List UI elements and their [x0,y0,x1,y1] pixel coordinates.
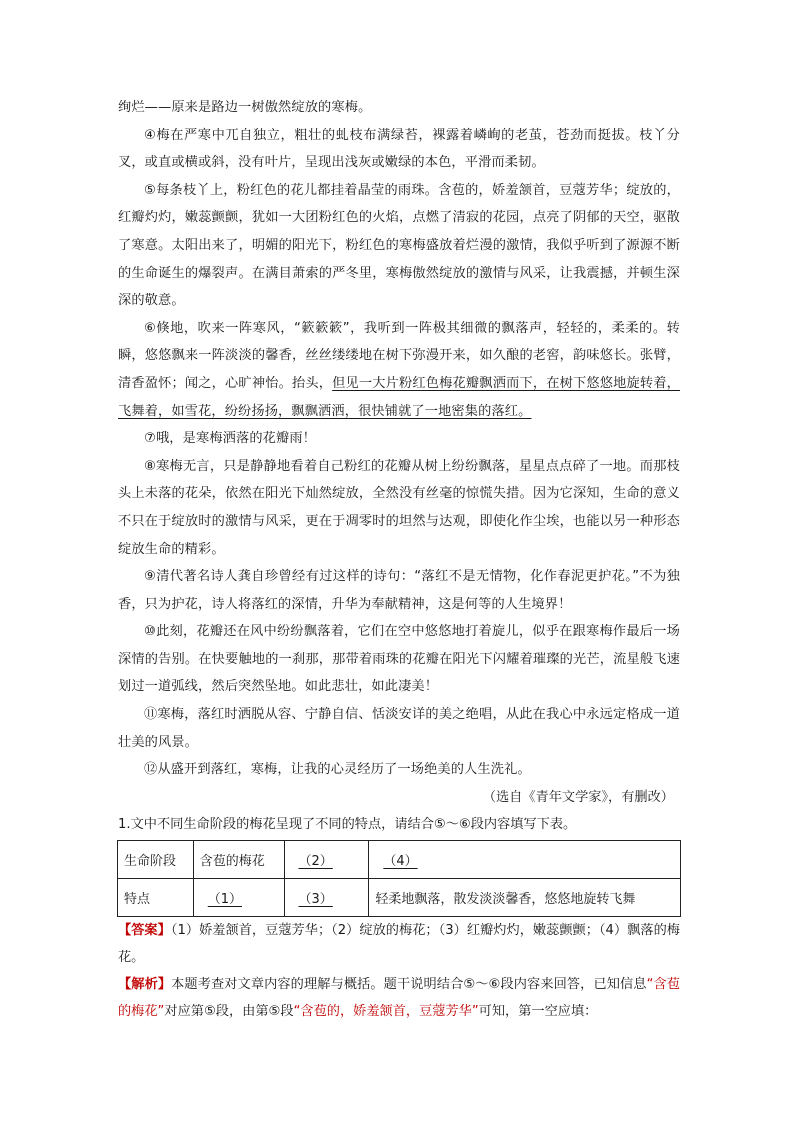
analysis-tag: 【解析】 [118,977,172,993]
paragraph-0: 绚烂——原来是路边一树傲然绽放的寒梅。 [118,100,372,115]
table-row [118,841,681,879]
table-cell: 轻柔地飘落，散发淡淡馨香，悠悠地旋转飞舞 [369,879,681,917]
analysis-quote-1: “含苞的梅花” [118,977,680,1020]
paragraph-8: ⑧寒梅无言，只是静静地看着自己粉红的花瓣从树上纷纷飘落，星星点点碎了一地。而那枝头上未落的花朵，依然在阳光下灿然绽放，全然没有丝毫的惊慌失措。因为它深知，生命的意义不只在于绽放时的激情与风采，更在于凋零时的坦然与达观，即使化作尘埃，也能以另一种形态绽放生命的精彩。 [118,458,680,557]
table-cell-blank [284,879,369,917]
paragraph-6-underlined: 但见一大片粉红色梅花瓣飘洒而下，在树下悠悠地旋转着，飞舞着，如雪花，纷纷扬扬，飘飘洒洒，很快铺就了一地密集的落红。 [118,375,680,419]
answer-tag: 【答案】 [118,923,171,939]
answer-block [118,917,680,971]
source-note: （选自《青年文学家》，有删改） [482,789,674,805]
table-cell-blank [369,841,681,879]
blank-2: （2） [298,854,333,870]
paragraph-9: ⑨清代著名诗人龚自珍曾经有过这样的诗句：“落红不是无情物，化作春泥更护花。”不为独香，只为护花，诗人将落红的深情，升华为奉献精神，这是何等的人生境界！ [118,569,680,612]
blank-3: （3） [298,892,333,908]
analysis-text-2: 对应第⑤段，由第⑤段 [164,1004,294,1020]
table-cell: 生命阶段 [118,841,194,879]
analysis-text-3: 可知，第一空应填： [478,1004,598,1020]
paragraph-5: ⑤每条枝丫上，粉红色的花儿都挂着晶莹的雨珠。含苞的，娇羞颔首，豆蔻芳华；绽放的，红瓣灼灼，嫩蕊颤颤，犹如一大团粉红色的火焰，点燃了清寂的花园，点亮了阴郁的天空，驱散了寒意。太阳出来了，明媚的阳光下，粉红色的寒梅盛放着烂漫的激情，我似乎听到了源源不断的生命诞生的爆裂声。在满目萧索的严冬里，寒梅傲然绽放的激情与风采，让我震撼，并顿生深深的敬意。 [118,182,680,309]
table-cell-blank [284,841,369,879]
answer-table [117,840,681,917]
answer-text: （1）娇羞颔首，豆蔻芳华；（2）绽放的梅花；（3）红瓣灼灼，嫩蕊颤颤；（4）飘落的梅花。 [118,923,680,966]
paragraph-7: ⑦哦，是寒梅洒落的花瓣雨！ [144,431,317,447]
paragraph-6 [118,315,680,425]
paragraph-4: ④梅在严寒中兀自独立，粗壮的虬枝布满绿苔，裸露着嶙峋的老茧，苍劲而挺拔。枝丫分叉，或直或横或斜，没有叶片，呈现出浅灰或嫩绿的本色，平滑而柔韧。 [118,127,680,171]
paragraph-10: ⑩此刻，花瓣还在风中纷纷飘落着，它们在空中悠悠地打着旋儿，似乎在跟寒梅作最后一场深情的告别。在快要触地的一刹那，那带着雨珠的花瓣在阳光下闪耀着璀璨的光芒，流星般飞速划过一道弧线，然后突然坠地。如此悲壮，如此凄美！ [118,624,680,695]
paragraph-11: ⑪寒梅，落红时洒脱从容、宁静自信、恬淡安详的美之绝唱，从此在我心中永远定格成一道壮美的风景。 [118,707,680,750]
table-cell-blank [193,879,284,917]
table-row [118,879,681,917]
analysis-block [118,971,680,1025]
blank-4: （4） [383,854,418,870]
analysis-text-1: 本题考查对文章内容的理解与概括。题干说明结合⑤～⑥段内容来回答，已知信息 [171,977,647,993]
analysis-quote-2: “含苞的，娇羞颔首，豆蔻芳华” [293,1004,479,1020]
table-cell: 特点 [118,879,194,917]
paragraph-12: ⑫从盛开到落红，寒梅，让我的心灵经历了一场绝美的人生洗礼。 [144,762,531,778]
document-page [118,94,680,1025]
question-1: 1.文中不同生命阶段的梅花呈现了不同的特点，请结合⑤～⑥段内容填写下表。 [118,817,577,833]
paragraph-6-start: ⑥倏地，吹来一阵寒风，“簌簌簌”，我听到一阵极其细微的飘落声，轻轻的，柔柔的。转瞬，悠悠飘来一阵淡淡的馨香，丝丝缕缕地在树下弥漫开来，如久酿的老窖，韵味悠长。张臂，清香盈怀；闻之，心旷神怡。抬头， [118,320,680,391]
table-cell: 含苞的梅花 [193,841,284,879]
blank-1: （1） [207,892,242,908]
